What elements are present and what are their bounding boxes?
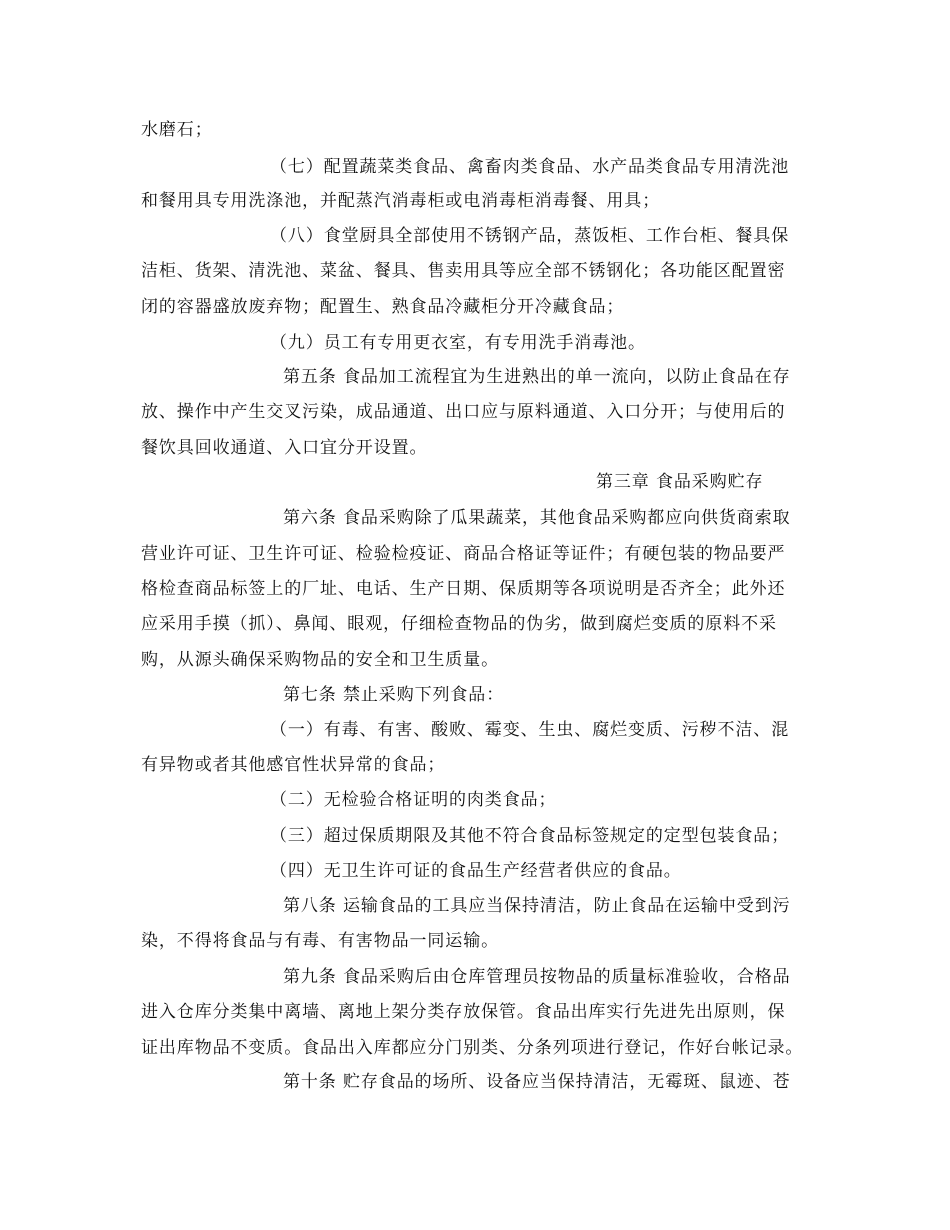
list-item-7: （七）配置蔬菜类食品、禽畜肉类食品、水产品类食品专用清洗池: [270, 157, 790, 177]
chapter-heading: 第三章 食品采购贮存: [596, 472, 764, 492]
article-10: 第十条 贮存食品的场所、设备应当保持清洁，无霉斑、鼠迹、苍: [283, 1072, 791, 1092]
list-item-3: （三）超过保质期限及其他不符合食品标签规定的定型包装食品；: [270, 826, 790, 846]
text-line: 和餐用具专用洗涤池，并配蒸汽消毒柜或电消毒柜消毒餐、用具；: [141, 191, 661, 211]
text-line: 放、操作中产生交叉污染，成品通道、出口应与原料通道、入口分开；与使用后的: [141, 402, 786, 422]
text-line: 水磨石；: [141, 120, 213, 140]
list-item-8: （八）食堂厨具全部使用不锈钢产品，蒸饭柜、工作台柜、餐具保: [270, 226, 790, 246]
article-8: 第八条 运输食品的工具应当保持清洁，防止食品在运输中受到污: [283, 896, 791, 916]
text-line: 购，从源头确保采购物品的安全和卫生质量。: [141, 650, 499, 670]
text-line: 闭的容器盛放废弃物；配置生、熟食品冷藏柜分开冷藏食品；: [141, 297, 625, 317]
text-line: 应采用手摸（抓）、鼻闻、眼观，仔细检查物品的伪劣，做到腐烂变质的原料不采: [141, 614, 777, 634]
article-6: 第六条 食品采购除了瓜果蔬菜，其他食品采购都应向供货商索取: [283, 508, 791, 528]
article-5: 第五条 食品加工流程宜为生进熟出的单一流向，以防止食品在存: [283, 367, 791, 387]
text-line: 营业许可证、卫生许可证、检验检疫证、商品合格证等证件；有硬包装的物品要严: [141, 544, 786, 564]
text-line: 洁柜、货架、清洗池、菜盆、餐具、售卖用具等应全部不锈钢化；各功能区配置密: [141, 261, 786, 281]
text-line: 证出库物品不变质。食品出入库都应分门别类、分条列项进行登记，作好台帐记录。: [141, 1038, 804, 1058]
article-9: 第九条 食品采购后由仓库管理员按物品的质量标准验收，合格品: [283, 967, 791, 987]
list-item-9: （九）员工有专用更衣室，有专用洗手消毒池。: [270, 333, 646, 353]
text-line: 进入仓库分类集中离墙、离地上架分类存放保管。食品出库实行先进先出原则，保: [141, 1002, 786, 1022]
text-line: 餐饮具回收通道、入口宜分开设置。: [141, 438, 428, 458]
text-line: 染，不得将食品与有毒、有害物品一同运输。: [141, 931, 499, 951]
list-item-1: （一）有毒、有害、酸败、霉变、生虫、腐烂变质、污秽不洁、混: [270, 720, 790, 740]
article-7: 第七条 禁止采购下列食品：: [283, 685, 505, 705]
list-item-2: （二）无检验合格证明的肉类食品；: [270, 790, 557, 810]
text-line: 有异物或者其他感官性状异常的食品；: [141, 755, 446, 775]
text-line: 格检查商品标签上的厂址、电话、生产日期、保质期等各项说明是否齐全；此外还: [141, 579, 786, 599]
list-item-4: （四）无卫生许可证的食品生产经营者供应的食品。: [270, 861, 682, 881]
